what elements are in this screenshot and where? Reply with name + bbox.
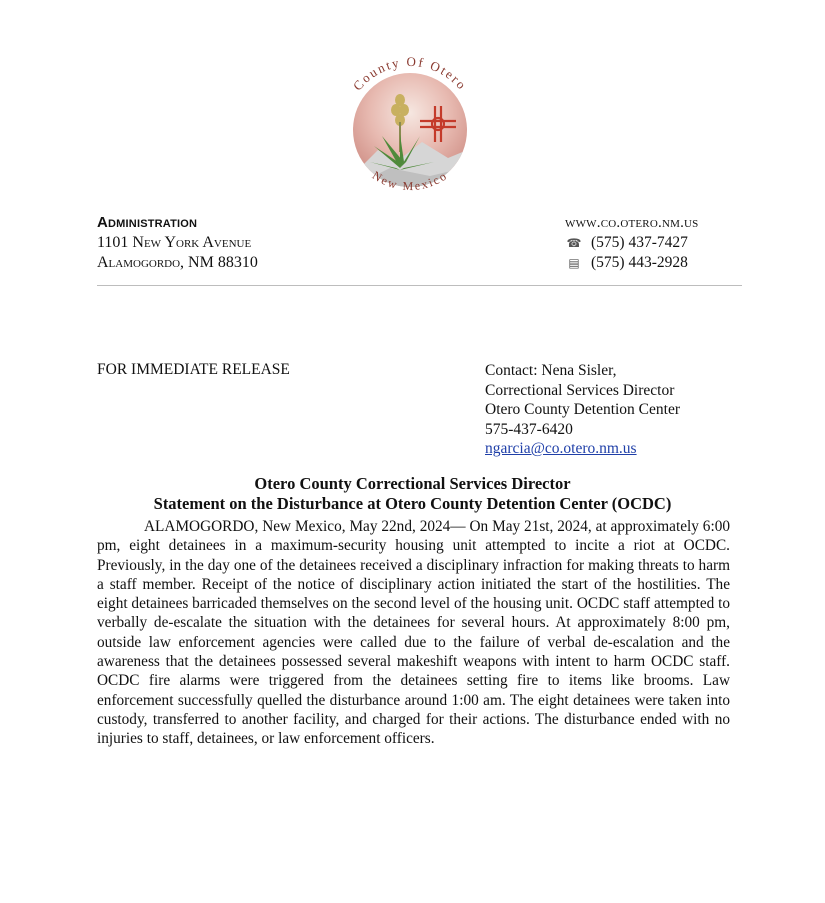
contact-org: Otero County Detention Center	[485, 401, 680, 418]
release-label: FOR IMMEDIATE RELEASE	[97, 361, 290, 378]
phone-number: (575) 437-7427	[591, 234, 688, 251]
county-seal	[330, 38, 490, 208]
contact-name: Contact: Nena Sisler,	[485, 362, 617, 379]
org-name: Administration	[97, 214, 198, 231]
press-contact	[485, 361, 755, 459]
statement-title-line-1: Otero County Correctional Services Director	[254, 474, 571, 493]
return-address	[97, 213, 258, 273]
fax-icon: ▤	[568, 256, 580, 270]
address-line-2: Alamogordo, NM 88310	[97, 254, 258, 271]
contact-phone: 575-437-6420	[485, 420, 573, 438]
website-link[interactable]: www.co.otero.nm.us	[565, 215, 699, 231]
seal-top-text: County Of Otero	[349, 53, 471, 94]
header-divider	[97, 285, 742, 286]
contact-block-header	[565, 213, 735, 273]
contact-role: Correctional Services Director	[485, 381, 675, 399]
contact-email-link[interactable]: ngarcia@co.otero.nm.us	[485, 440, 637, 457]
statement-body: ALAMOGORDO, New Mexico, May 22nd, 2024— On May 21st, 2024, at approximately 6:00 pm, eight detainees in a maximum-security housing unit attempted to incite a riot at OCDC. Previously, in the day one of the detainees received a disciplinary infraction for making threats to harm a staff member. Receipt of the notice of disciplinary action initiated the start of the hostilities. The eight detainees barricaded themselves on the second level of the housing unit. OCDC staff attempted to verbally de-escalate the situation with the detainees for several hours. At approximately 8:00 pm, outside law enforcement agencies were called due to the failure of verbal de-escalation and the awareness that the detainees possessed several makeshift weapons with intent to harm OCDC staff. OCDC fire alarms were triggered from the detainees setting fire to items like brooms. Law enforcement successfully quelled the disturbance around 1:00 am. The eight detainees were taken into custody, transferred to another facility, and charged for their actions. The disturbance ended with no injuries to staff, detainees, or law enforcement officers.	[97, 518, 730, 748]
address-line-1: 1101 New York Avenue	[97, 234, 252, 251]
fax-number: (575) 443-2928	[591, 254, 688, 271]
statement-title-line-2: Statement on the Disturbance at Otero County Detention Center (OCDC)	[153, 494, 672, 513]
telephone-icon: ☎	[566, 236, 582, 250]
seal-bottom-text: New Mexico	[369, 168, 451, 194]
